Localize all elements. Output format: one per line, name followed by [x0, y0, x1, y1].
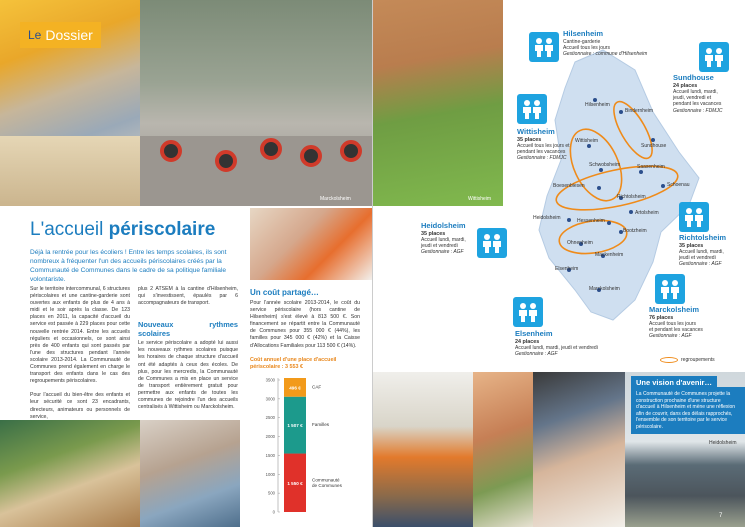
vision-tag: Une vision d'avenir… — [631, 376, 717, 389]
section-heading: Nouveaux rythmes scolaires — [138, 320, 238, 339]
badge-word: Dossier — [45, 27, 93, 43]
structure-places: 24 places — [673, 82, 698, 89]
y-tick-label: 3000 — [265, 396, 275, 402]
paragraph: plus 2 ATSEM à la cantine d'Hilsenheim, qui s'investissent, épaulés par 6 accompagnateurs de transport. — [138, 286, 238, 307]
structure-name: Hilsenheim — [563, 29, 604, 38]
structure-name: Richtolsheim — [679, 233, 727, 242]
structure-sundhouse — [673, 74, 722, 114]
y-tick-label: 2500 — [265, 415, 275, 421]
structure-gestionnaire: Gestionnaire : AGF — [679, 261, 722, 268]
structure-line: Cantine-garderie — [563, 38, 601, 45]
paragraph: Pour l'accueil du bien-être des enfants et leur sécurité ce sont 23 encadrants, directeurs, animateurs ou personnels de service, — [30, 392, 130, 420]
kids-playing-photo — [250, 208, 372, 280]
kids-indoor-photo — [140, 420, 240, 527]
structure-places: 35 places — [517, 136, 542, 143]
periscolaire-picto-icon — [477, 228, 507, 258]
children-icon — [703, 47, 725, 67]
bike-wheel — [215, 150, 237, 172]
structure-line: Accueil lundi, mardi, — [679, 248, 724, 255]
title-bold: périscolaire — [108, 219, 216, 240]
school-child-photo — [473, 372, 533, 527]
structure-places: 76 places — [649, 314, 674, 321]
structure-line: jeudi et vendredi — [679, 255, 716, 262]
kids-outdoor-photo — [0, 420, 140, 527]
structure-gestionnaire: Gestionnaire : AGF — [515, 351, 558, 358]
town-dot — [619, 110, 623, 114]
structure-gestionnaire: Gestionnaire : commune d'Hilsenheim — [563, 51, 648, 58]
school-corridor-photo — [373, 372, 473, 527]
periscolaire-picto-icon — [513, 297, 543, 327]
title-light: L'accueil — [30, 219, 104, 240]
reading-photo — [533, 372, 625, 527]
town-label: Richtolsheim — [617, 194, 646, 200]
structure-places: 35 places — [679, 242, 704, 249]
structure-line: Accueil lundi, mardi, — [421, 236, 466, 243]
bike-wheel — [340, 140, 362, 162]
paragraph: Le service périscolaire a adopté lui aussi les nouveaux rythmes scolaires puisque les horaires de chaque structure d'accueil ont été adaptés à ceux des écoles. De plus, pour les mercredis, la Communauté de Communes a mis en place un service de transport entièrement gratuit pour permettre aux enfants de toutes les communes de rejoindre l'un des accueils centralisés à Wittisheim ou Marckolsheim. — [138, 340, 238, 411]
children-icon — [659, 279, 681, 299]
structure-marckolsheim — [649, 306, 703, 340]
periscolaire-picto-icon — [517, 94, 547, 124]
structure-richtolsheim — [679, 234, 726, 268]
photo-caption: Marckolsheim — [320, 196, 351, 202]
town-label: Heidolsheim — [533, 215, 561, 221]
chart-label: Coût annuel d'une place d'accueil périscolaire : 3 553 € — [250, 357, 337, 370]
structure-line: Accueil tous les jours — [649, 320, 696, 327]
cost-chart — [250, 372, 370, 522]
structure-places: 24 places — [515, 338, 540, 345]
town-dot — [587, 144, 591, 148]
structure-line: pendant les vacances — [517, 149, 566, 156]
left-page — [0, 0, 372, 527]
page-number: 7 — [719, 513, 723, 519]
y-tick-label: 2000 — [265, 434, 275, 440]
structure-gestionnaire: Gestionnaire : FDMJC — [517, 155, 567, 162]
periscolaire-picto-icon — [655, 274, 685, 304]
column-2 — [138, 286, 238, 411]
bikes-photo — [140, 0, 372, 206]
town-dot — [567, 218, 571, 222]
town-dot — [639, 170, 643, 174]
y-tick-label: 0 — [272, 509, 275, 515]
town-label: Hilsenheim — [585, 102, 610, 108]
structure-elsenheim — [515, 330, 598, 357]
dossier-badge — [20, 22, 101, 48]
town-label: Bootzheim — [623, 228, 647, 234]
page-title — [30, 219, 215, 241]
structure-line: et pendant les vacances — [649, 327, 703, 334]
town-label: Schwobsheim — [589, 162, 621, 168]
cost-chart-svg — [250, 372, 370, 522]
town-label: Hessenheim — [577, 218, 605, 224]
town-dot — [629, 210, 633, 214]
y-tick-label: 1500 — [265, 452, 275, 458]
children-icon — [683, 207, 705, 227]
children-icon — [521, 99, 543, 119]
series-name-label: Familles — [312, 422, 330, 428]
classroom-tables — [0, 136, 140, 206]
structure-line: jeudi et vendredi — [421, 243, 458, 250]
structure-line: pendant les vacances — [673, 101, 722, 108]
town-label: Schoenau — [667, 182, 690, 188]
structure-name: Wittisheim — [517, 127, 555, 136]
structure-name: Heidolsheim — [421, 221, 466, 230]
cout-title: Un coût partagé… — [250, 288, 319, 297]
structure-wittisheim — [517, 128, 570, 162]
structure-name: Sundhouse — [673, 73, 714, 82]
structure-heidolsheim-info — [421, 222, 466, 256]
town-dot — [661, 184, 665, 188]
town-label: Bindernheim — [625, 108, 654, 114]
town-label: Sundhouse — [641, 143, 667, 149]
series-name-label: CAF — [312, 384, 322, 390]
bike-wheel — [160, 140, 182, 162]
periscolaire-picto-icon — [679, 202, 709, 232]
bike-wheel — [260, 138, 282, 160]
photo-caption: Wittisheim — [468, 196, 492, 202]
town-dot — [651, 138, 655, 142]
children-icon — [517, 302, 539, 322]
bar-data-label: 496 € — [289, 385, 301, 391]
children-icon — [481, 233, 503, 253]
structure-name: Elsenheim — [515, 329, 553, 338]
paragraph: Sur le territoire intercommunal, 6 structures périscolaires et une cantine-garderie sont ouvertes aux enfants de plus de 4 ans à midi et le soir après la classe. De 123 places en 2011, la capacité d'accueil du service est passée à 229 places pour cette nouvelle rentrée 2014. Entre les accueils réguliers et occasionnels, ce sont ainsi près de 400 enfants qui sont passés par l'une des structures pendant l'année scolaire 2013-2014. La Communauté de Communes prend également en charge le transport des enfants dans le cas des regroupements périscolaires. — [30, 286, 130, 385]
series-name-label: de Communes — [312, 482, 342, 488]
town-label: Wittisheim — [575, 138, 599, 144]
town-dot — [597, 186, 601, 190]
right-page — [373, 0, 745, 527]
legend-label: regroupements — [681, 357, 715, 363]
structure-hilsenheim — [563, 30, 647, 57]
intro-text: Déjà la rentrée pour les écoliers ! Entre les temps scolaires, ils sont nombreux à fréquenter l'un des accueils périscolaires créés par la Communauté de Communes dans le cadre de sa politique familiale volontariste. — [30, 249, 227, 283]
structure-line: Accueil lundi, mardi, — [673, 88, 718, 95]
regroupement-legend — [660, 357, 715, 363]
vision-box: La Communauté de Communes projette la construction prochaine d'une structure d'accueil à Hilsenheim et mène une réflexion afin de couvrir, dans des délais rapprochés, l'ensemble de son territoire par le service périscolaire. — [631, 387, 745, 434]
town-label: Elsenheim — [555, 266, 579, 272]
series-name-label: Communauté — [312, 477, 340, 483]
structure-line: Accueil lundi, mardi, jeudi et vendredi — [515, 344, 598, 351]
y-tick-label: 3500 — [265, 377, 275, 383]
lawn-chairs-photo — [373, 0, 503, 206]
children-icon — [533, 37, 555, 57]
structure-places: 35 places — [421, 230, 446, 237]
column-1 — [30, 286, 130, 421]
town-label: Mackenheim — [595, 252, 624, 258]
town-dot — [599, 168, 603, 172]
badge-prefix: Le — [28, 28, 42, 42]
y-tick-label: 500 — [268, 490, 275, 496]
periscolaire-picto-icon — [699, 42, 729, 72]
photo-caption: Heidolsheim — [709, 440, 737, 446]
town-label: Boesenbiesen — [553, 183, 585, 189]
structure-gestionnaire: Gestionnaire : AGF — [649, 333, 692, 340]
bike-wheel — [300, 145, 322, 167]
town-label: Saasenheim — [637, 164, 665, 170]
regroupement-ring-icon — [660, 357, 678, 363]
periscolaire-picto-icon — [529, 32, 559, 62]
cout-text: Pour l'année scolaire 2013-2014, le coût du service périscolaire (hors cantine de Hilsenheim) s'est élevé à 813 500 €. Son financement se répartit entre la Communauté de Communes pour 355 000 € (44%), les familles pour 345 000 € (42%) et la Caisse d'Allocations Familiales pour 113 500 € (14%). — [250, 300, 360, 349]
structure-line: Accueil tous les jours — [563, 44, 610, 51]
structure-gestionnaire: Gestionnaire : AGF — [421, 249, 464, 256]
structure-name: Marckolsheim — [649, 305, 700, 314]
town-label: Artolsheim — [635, 210, 659, 216]
town-dot — [607, 221, 611, 225]
town-label: Ohnenheim — [567, 240, 593, 246]
structure-gestionnaire: Gestionnaire : FDMJC — [673, 107, 723, 114]
town-label: Marckolsheim — [589, 286, 620, 292]
bar-data-label: 1 550 € — [287, 480, 303, 486]
structure-line: jeudi, vendredi et — [673, 95, 712, 102]
bar-data-label: 1 507 € — [287, 423, 303, 429]
structure-line: Accueil tous les jours et — [517, 142, 570, 149]
y-tick-label: 1000 — [265, 471, 275, 477]
